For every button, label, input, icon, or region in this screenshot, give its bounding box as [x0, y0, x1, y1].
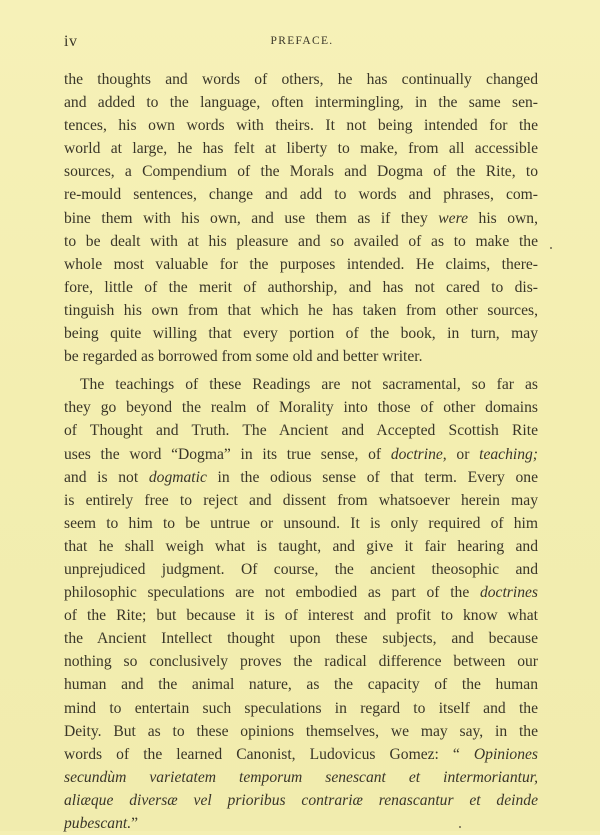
text-line: mind to entertain such speculations in regard to itself and the [64, 699, 538, 717]
running-head: PREFACE. [270, 35, 334, 47]
text-line: sources, a Compendium of the Morals and Dogma of the Rite, to [64, 163, 538, 181]
text-line: fore, little of the merit of authorship, and has not cared to dis- [64, 278, 538, 296]
body-text [64, 68, 538, 835]
text-line: tinguish his own from that which he has taken from other sources, [64, 301, 538, 319]
text-line: seem to him to be untrue or unsound. It is only required of him [64, 514, 538, 532]
text-line: The teachings of these Readings are not sacramental, so far as [80, 376, 538, 394]
paragraph-1 [64, 68, 538, 368]
italic-quote-line: aliæque diversæ vel prioribus contrariæ renascantur et deinde [64, 791, 538, 809]
text-line: re-mould sentences, change and add to words and phrases, com- [64, 186, 538, 204]
italic-quote: Opiniones [473, 745, 538, 763]
text-line: is entirely free to reject and dissent from whatsoever herein may [64, 491, 538, 509]
text-line: to be dealt with at his pleasure and so availed of as to make the [64, 232, 538, 250]
text-line [64, 207, 538, 230]
text-line: being quite willing that every portion of the book, in turn, may [64, 325, 538, 343]
text-line: of Thought and Truth. The Ancient and Accepted Scottish Rite [64, 422, 538, 440]
text-line [64, 812, 538, 835]
text-line [64, 466, 538, 489]
text-line: Deity. But as to these opinions themselves, we may say, in the [64, 722, 538, 740]
text-line: human and the animal nature, as the capacity of the human [64, 676, 538, 694]
italic-word: doctrine, [390, 445, 447, 463]
text-run: in the odious sense of that term. Every one [206, 468, 538, 486]
text-line: be regarded as borrowed from some old and better writer. [64, 348, 423, 366]
italic-quote: pubescant. [64, 815, 132, 832]
text-line [64, 581, 538, 604]
text-run: words of the learned Canonist, Ludovicus Gomez: “ [64, 745, 474, 763]
text-run: philosophic speculations are not embodied as part of the [64, 584, 480, 602]
text-line: whole most valuable for the purposes intended. He claims, there- [64, 255, 538, 273]
italic-word: were [438, 209, 468, 227]
text-line: nothing so conclusively proves the radical difference between our [64, 653, 538, 671]
text-line: the thoughts and words of others, he has continually changed [64, 71, 538, 88]
text-run: bine them with his own, and use them as if they [64, 209, 439, 227]
text-run: and is not [64, 468, 149, 486]
text-line [64, 443, 538, 466]
text-line: of the Rite; but because it is of interest and profit to know what [64, 607, 538, 625]
text-line: that he shall weigh what is taught, and give it fair hearing and [64, 537, 538, 555]
closing-quote: ” [131, 815, 139, 832]
page-number: iv [64, 33, 78, 50]
text-line [64, 743, 538, 766]
text-line: unprejudiced judgment. Of course, the ancient theosophic and [64, 560, 538, 578]
text-line: world at large, he has felt at liberty to make, from all accessible [64, 140, 538, 158]
text-line: they go beyond the realm of Morality into those of other domains [64, 399, 538, 417]
text-line: the Ancient Intellect thought upon these subjects, and because [64, 630, 538, 648]
text-line: tences, his own words with theirs. It not being intended for the [64, 117, 538, 135]
italic-word: doctrines [479, 584, 538, 602]
paper-speck [550, 247, 552, 249]
text-line: and added to the language, often intermingling, in the same sen- [64, 94, 538, 112]
paper-speck [459, 826, 461, 828]
text-run: his own, [468, 209, 538, 227]
paragraph-2 [64, 373, 538, 835]
page-header [64, 33, 540, 53]
italic-quote-line: secundùm varietatem temporum senescant et intermoriantur, [64, 768, 538, 786]
italic-word: teaching; [479, 445, 538, 463]
text-run: or [446, 445, 480, 463]
text-run: uses the word “Dogma” in its true sense, of [64, 445, 391, 463]
italic-word: dogmatic [148, 468, 207, 486]
